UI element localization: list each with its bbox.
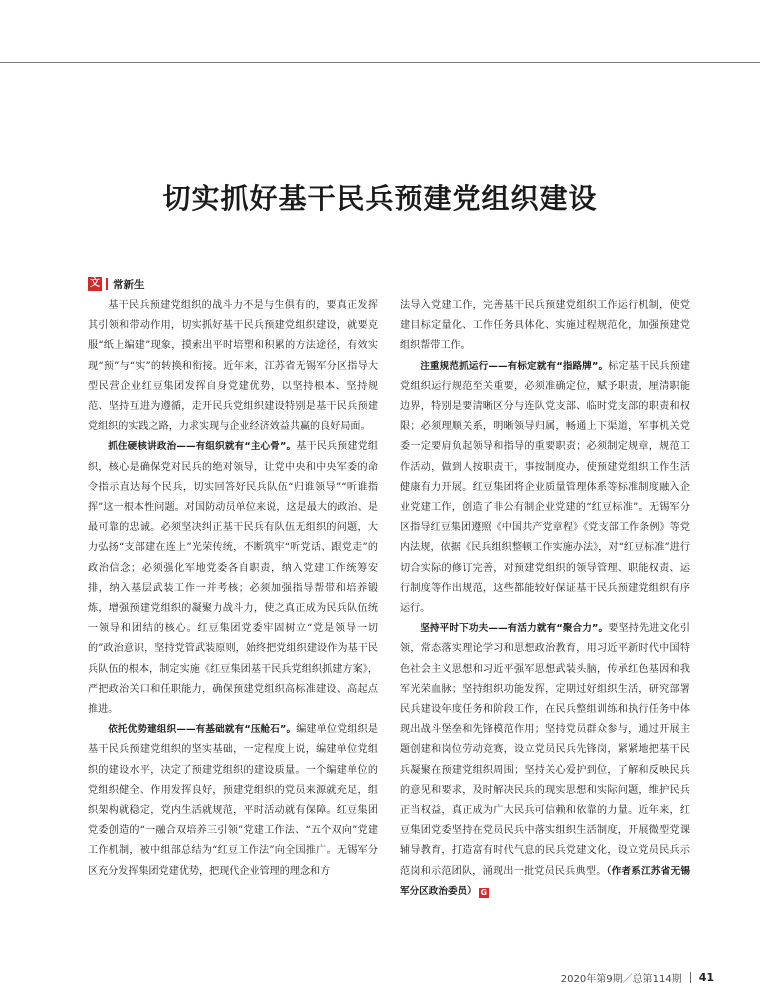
paragraph-intro: 基干民兵预建党组织的战斗力不是与生俱有的，要真正发挥其引领和带动作用，切实抓好基干民兵预建党组织建设，就要克服“纸上编建”现象，摸索出平时培塑和积累的方法途径，有效实现“预”与“实”的转换和衔接。近年来，江苏省无锡军分区指导大型民营企业红豆集团发挥自身党建优势，以坚持根本、坚持规范、坚持互进为遵循，走开民兵党组织建设特别是基干民兵预建党组织的实践之路，力求实现与企业经济效益共赢的良好局面。	[88, 300, 378, 433]
section-heading: 注重规范抓运行——有标定就有“指路牌”。	[420, 360, 609, 372]
section-heading: 坚持平时下功夫——有活力就有“聚合力”。	[420, 623, 609, 635]
page-footer	[561, 970, 714, 985]
paragraph-body: 要坚持先进文化引领，常态落实理论学习和思想政治教育，用习近平新时代中国特色社会主义思想和习近平强军思想武装头脑，传承红色基因和我军光荣血脉；坚持组织功能发挥，定期过好组织生活，研究部署民兵建设年度任务和阶段工作，在民兵整组训练和执行任务中体现出战斗堡垒和先锋模范作用；坚持党员群众参与，通过开展主题创建和岗位劳动竞赛，设立党员民兵先锋岗，紧紧地把基干民兵凝聚在预建党组织周围；坚持关心爱护到位，了解和反映民兵的意见和要求，及时解决民兵的现实思想和实际问题，维护民兵正当权益，真正成为广大民兵可信赖和依靠的力量。近年来，红豆集团党委坚持在党员民兵中落实组织生活制度，开展微型党课辅导教育，打造富有时代气息的民兵党建文化，设立党员民兵示范岗和示范团队，涌现出一批党员民兵典型。	[400, 623, 690, 877]
left-column	[88, 296, 378, 882]
paragraph-standards	[400, 357, 690, 620]
author-name: 常新生	[113, 278, 145, 291]
paragraph-politics	[88, 437, 378, 720]
article-title: 切实抓好基干民兵预建党组织建设	[162, 182, 598, 215]
paragraph-body: 编建单位党组织是基干民兵预建党组织的坚实基础，一定程度上说，编建单位党组织的建设水平，决定了预建党组织的建设质量。一个编建单位的党组织健全、作用发挥良好，预建党组织的党员来源就充足，组织架构就稳定，党内生活就规范，平时活动就有保障。红豆集团党委创造的“一融合双培养三引领”党建工作法、“五个双向”党建工作机制，被中组部总结为“红豆工作法”向全国推广。无锡军分区充分发挥集团党建优势，把现代企业管理的理念和方	[88, 724, 378, 877]
byline-divider	[106, 278, 108, 290]
end-mark-icon: G	[480, 887, 488, 897]
paragraph-practice	[400, 619, 690, 902]
byline-tag: 文	[90, 278, 100, 289]
header-rule	[0, 62, 760, 63]
issue-info: 2020年第9期／总第114期	[560, 974, 682, 985]
paragraph-body: 标定基干民兵预建党组织运行规范至关重要，必须准确定位，赋予职责，厘清职能边界，特别是要清晰区分与连队党支部、临时党支部的职责和权限；必须理顺关系，明晰领导归属，畅通上下渠道，军事机关党委一定要肩负起领导和指导的重要职责；必须制定规章，规范工作活动，做到人按职责干，事按制度办，使预建党组织工作生活健康有力开展。红豆集团将企业质量管理体系等标准制度融入企业党建工作，创造了非公有制企业党建的“红豆标准”。无锡军分区指导红豆集团遵照《中国共产党章程》《党支部工作条例》等党内法规，依据《民兵组织整顿工作实施办法》，对“红豆标准”进行切合实际的修订完善，对预建党组织的领导管理、职能权责、运行制度等作出规范，这些都能较好保证基干民兵预建党组织有序运行。	[400, 360, 690, 615]
footer-divider	[690, 972, 691, 983]
page-number: 41	[698, 971, 714, 984]
section-heading: 抓住硬核讲政治——有组织就有“主心骨”。	[108, 441, 297, 453]
paragraph-organization	[88, 720, 378, 882]
paragraph-body: 基干民兵预建党组织，核心是确保党对民兵的绝对领导，让党中央和中央军委的命令指示直达每个民兵，切实回答好民兵队伍“归谁领导”“听谁指挥”这一根本性问题。对国防动员单位来说，这是最大的政治、是最可靠的忠诚。必须坚决纠正基干民兵有队伍无组织的问题，大力弘扬“支部建在连上”光荣传统，不断筑牢“听党话、跟党走”的政治信念；必须强化军地党委各自职责，纳入党建工作统筹安排，纳入基层武装工作一并考核；必须加强指导帮带和培养锻炼，增强预建党组织的凝聚力战斗力，使之真正成为民兵队伍统一领导和团结的核心。红豆集团党委牢固树立“党是领导一切的”政治意识，坚持党管武装原则，始终把党组织建设作为基干民兵队伍的根本，制定实施《红豆集团基干民兵党组织抓建方案》，严把政治关口和任职能力，确保预建党组织高标准建设、高起点推进。	[88, 441, 378, 716]
byline	[88, 276, 145, 292]
section-heading: 依托优势建组织——有基础就有“压舱石”。	[108, 724, 297, 736]
author-note: （作者系江苏省无锡军分区政治委员）	[400, 865, 691, 897]
right-column	[400, 296, 690, 902]
paragraph-continued: 法导入党建工作，完善基干民兵预建党组织工作运行机制，使党建目标定量化、工作任务具体化、实施过程规范化，加强预建党组织帮带工作。	[400, 300, 690, 352]
